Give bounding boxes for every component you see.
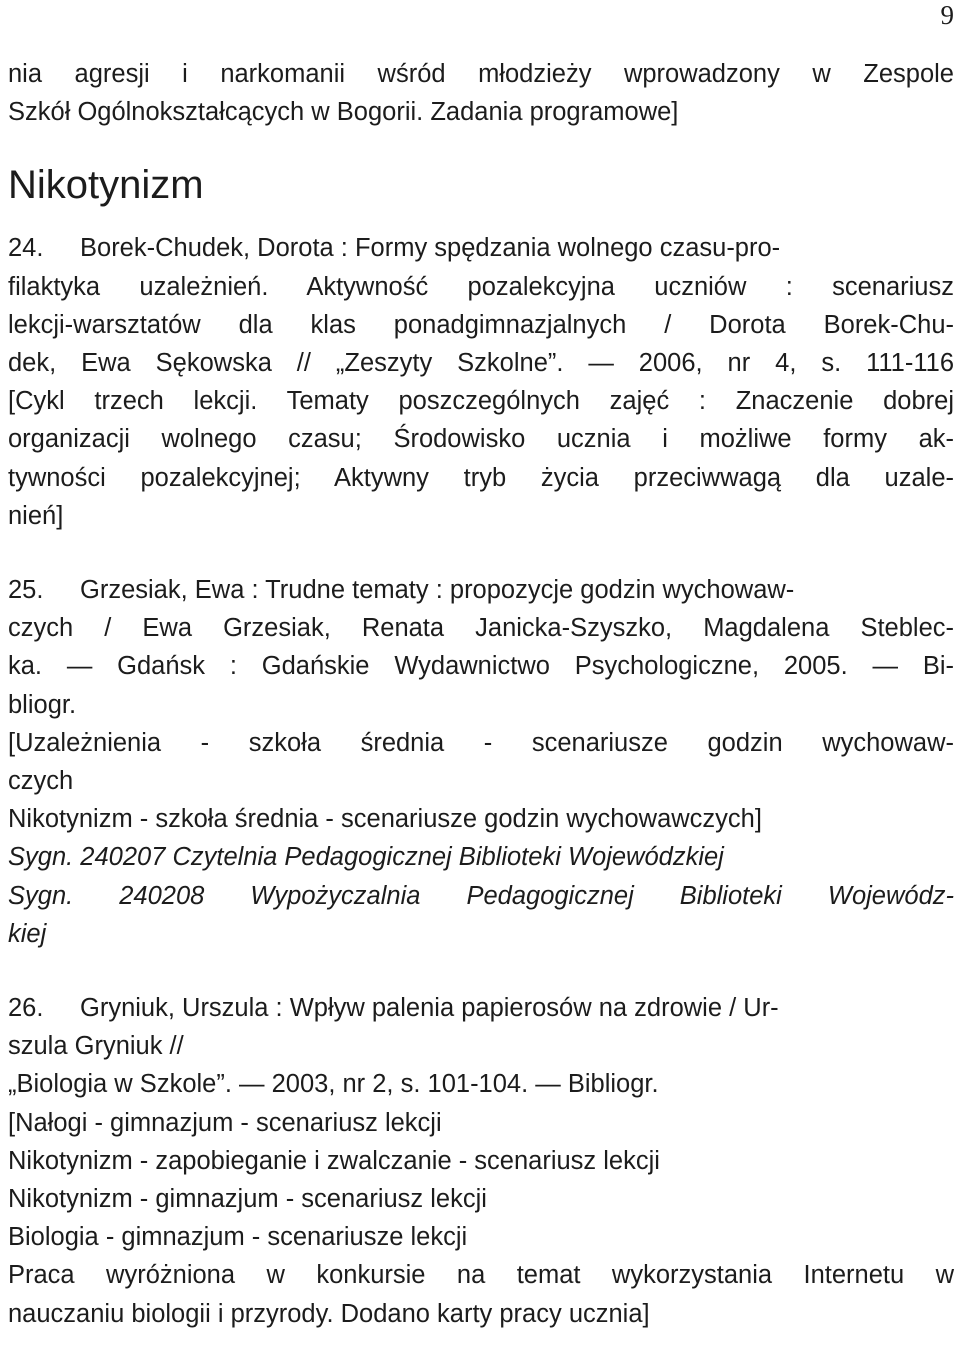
bibliography-entry xyxy=(8,229,954,535)
entry-first-line xyxy=(8,989,954,1027)
entry-number: 25. xyxy=(8,576,44,605)
bibliography-list xyxy=(8,229,954,1332)
text-line: Szkół Ogólnokształcących w Bogorii. Zadania programowe] xyxy=(8,98,679,127)
entry-text-line: tywności pozalekcyjnej; Aktywny tryb życia przeciwwagą dla uzale- xyxy=(8,463,954,492)
entry-first-line xyxy=(8,571,954,609)
entry-text-line: Sygn. 240208 Wypożyczalnia Pedagogicznej Biblioteki Wojewódz- xyxy=(8,881,954,910)
entry-text-line: nień] xyxy=(8,501,64,530)
entry-text-line: [Uzależnienia - szkoła średnia - scenariusze godzin wychowaw- xyxy=(8,728,954,757)
page-content xyxy=(8,55,954,1333)
entry-text-line: Nikotynizm - szkoła średnia - scenariusze godzin wychowawczych] xyxy=(8,805,762,834)
entry-text-line: czych / Ewa Grzesiak, Renata Janicka-Szyszko, Magdalena Steblec- xyxy=(8,614,954,643)
entry-text-line: ka. — Gdańsk : Gdańskie Wydawnictwo Psychologiczne, 2005. — Bi- xyxy=(8,652,954,681)
entry-number: 24. xyxy=(8,234,44,263)
entry-first-line xyxy=(8,229,954,267)
entry-text-line: szula Gryniuk // xyxy=(8,1032,184,1061)
bibliography-entry xyxy=(8,571,954,953)
entry-text-line: Sygn. 240207 Czytelnia Pedagogicznej Biblioteki Wojewódzkiej xyxy=(8,843,724,872)
entry-text-line: „Biologia w Szkole”. — 2003, nr 2, s. 101-104. — Bibliogr. xyxy=(8,1070,659,1099)
section-title: Nikotynizm xyxy=(8,163,204,208)
entry-text-line: dek, Ewa Sękowska // „Zeszyty Szkolne”. — 2006, nr 4, s. 111-116 xyxy=(8,349,954,378)
entry-text-line: [Cykl trzech lekcji. Tematy poszczególnych zajęć : Znaczenie dobrej xyxy=(8,387,954,416)
entry-text-line: kiej xyxy=(8,919,47,948)
entry-heading-text: Gryniuk, Urszula : Wpływ palenia papierosów na zdrowie / Ur- xyxy=(80,994,779,1023)
entry-heading-text: Grzesiak, Ewa : Trudne tematy : propozycje godzin wychowaw- xyxy=(80,576,795,605)
page-number: 9 xyxy=(940,0,954,30)
entry-spacer xyxy=(8,953,954,989)
entry-heading-text: Borek-Chudek, Dorota : Formy spędzania wolnego czasu-pro- xyxy=(80,234,781,263)
entry-text-line: Biologia - gimnazjum - scenariusze lekcji xyxy=(8,1223,468,1252)
entry-text-line: organizacji wolnego czasu; Środowisko ucznia i możliwe formy ak- xyxy=(8,425,954,454)
entry-text-line: Nikotynizm - zapobieganie i zwalczanie - scenariusz lekcji xyxy=(8,1146,660,1175)
entry-text-line: bliogr. xyxy=(8,690,77,719)
bibliography-entry xyxy=(8,989,954,1333)
intro-paragraph xyxy=(8,55,954,131)
entry-spacer xyxy=(8,535,954,571)
entry-text-line: filaktyka uzależnień. Aktywność pozalekcyjna uczniów : scenariusz xyxy=(8,272,954,301)
entry-text-line: [Nałogi - gimnazjum - scenariusz lekcji xyxy=(8,1108,442,1137)
entry-text-line: nauczaniu biologii i przyrody. Dodano karty pracy ucznia] xyxy=(8,1299,650,1328)
text-line: nia agresji i narkomanii wśród młodzieży wprowadzony w Zespole xyxy=(8,60,954,88)
entry-text-line: lekcji-warsztatów dla klas ponadgimnazjalnych / Dorota Borek-Chu- xyxy=(8,310,954,339)
entry-text-line: Praca wyróżniona w konkursie na temat wykorzystania Internetu w xyxy=(8,1261,954,1290)
entry-text-line: czych xyxy=(8,767,74,796)
entry-number: 26. xyxy=(8,994,44,1023)
entry-text-line: Nikotynizm - gimnazjum - scenariusz lekcji xyxy=(8,1185,487,1214)
